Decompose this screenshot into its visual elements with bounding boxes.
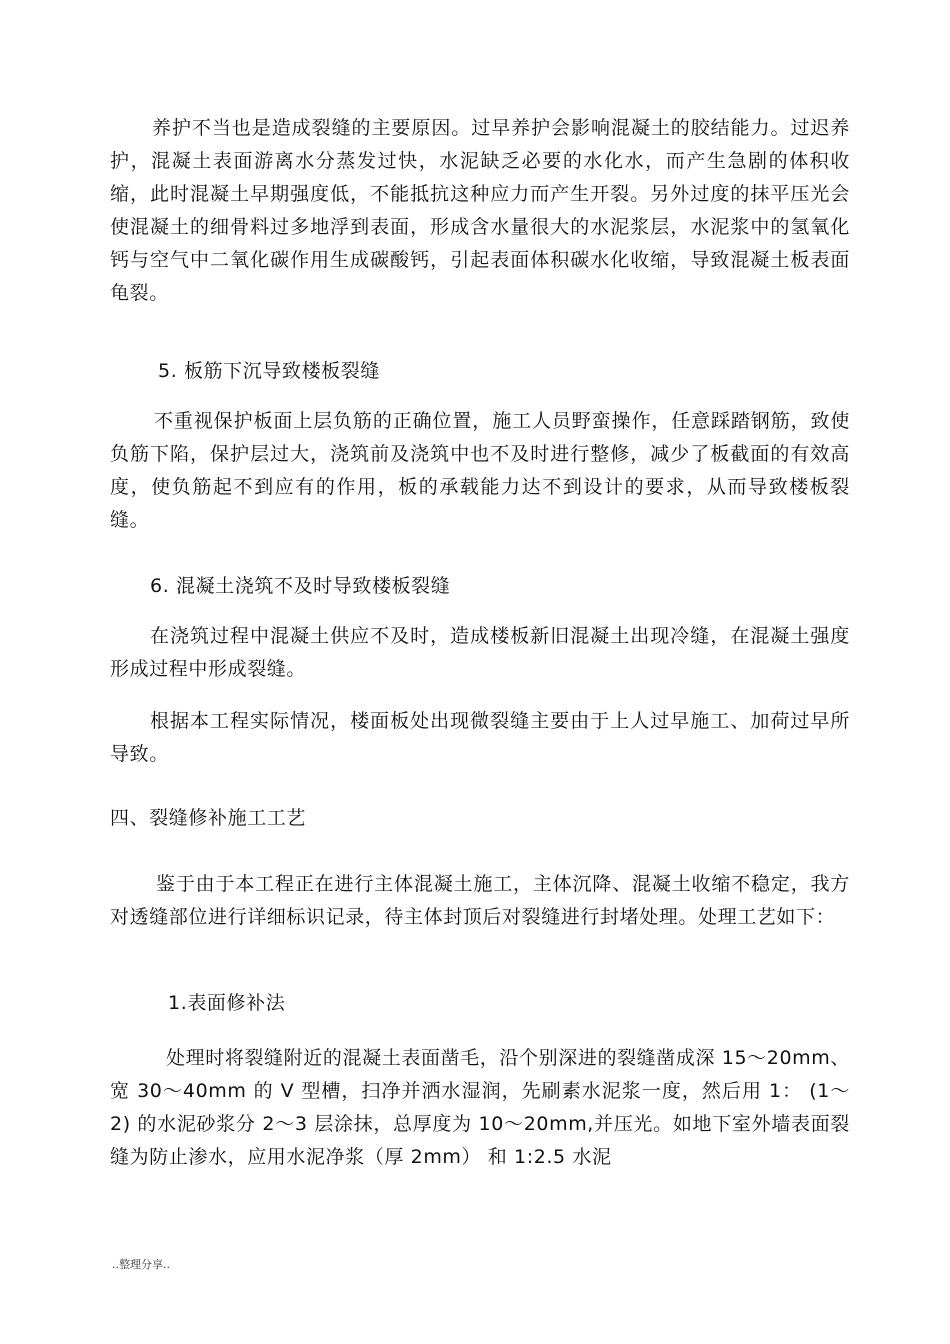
footer-note: ..整理分享.. bbox=[112, 1258, 170, 1271]
paragraph-rebar: 不重视保护板面上层负筋的正确位置，施工人员野蛮操作，任意踩踏钢筋，致使负筋下陷，保护层过大，浇筑前及浇筑中也不及时进行整修，减少了板截面的有效高度，使负筋起不到应有的作用，板的承载能力达不到设计的要求，从而导致楼板裂缝。 bbox=[110, 410, 850, 531]
heading-surface-repair: 1.表面修补法 bbox=[168, 992, 286, 1014]
heading-section-6: 6. 混凝土浇筑不及时导致楼板裂缝 bbox=[150, 575, 451, 597]
paragraph-conclusion: 根据本工程实际情况，楼面板处出现微裂缝主要由于上人过早施工、加荷过早所导致。 bbox=[110, 710, 850, 765]
paragraph-repair-intro: 鉴于由于本工程正在进行主体混凝土施工，主体沉降、混凝土收缩不稳定，我方对透缝部位进行详细标识记录，待主体封顶后对裂缝进行封堵处理。处理工艺如下： bbox=[110, 873, 850, 928]
paragraph-surface-repair: 处理时将裂缝附近的混凝土表面凿毛，沿个别深进的裂缝凿成深 15～20mm、宽 30～40mm 的 V 型槽，扫净并洒水湿润，先刷素水泥浆一度，然后用 1： (1～2) 的水泥砂浆分 2～3 层涂抹，总厚度为 10～20mm,并压光。如地下室外墙表面裂缝为防止渗水，应用水泥净浆（厚 2mm） 和 1:2.5 水泥 bbox=[110, 1047, 850, 1168]
heading-section-5: 5. 板筋下沉导致楼板裂缝 bbox=[158, 360, 380, 382]
paragraph-pouring: 在浇筑过程中混凝土供应不及时，造成楼板新旧混凝土出现冷缝，在混凝土强度形成过程中形成裂缝。 bbox=[110, 625, 850, 680]
paragraph-curing: 养护不当也是造成裂缝的主要原因。过早养护会影响混凝土的胶结能力。过迟养护，混凝土表面游离水分蒸发过快，水泥缺乏必要的水化水，而产生急剧的体积收缩，此时混凝土早期强度低，不能抵抗这种应力而产生开裂。另外过度的抹平压光会使混凝土的细骨料过多地浮到表面，形成含水量很大的水泥浆层，水泥浆中的氢氧化钙与空气中二氧化碳作用生成碳酸钙，引起表面体积碳水化收缩，导致混凝土板表面龟裂。 bbox=[110, 117, 850, 304]
heading-repair-process: 四、裂缝修补施工工艺 bbox=[110, 807, 307, 829]
